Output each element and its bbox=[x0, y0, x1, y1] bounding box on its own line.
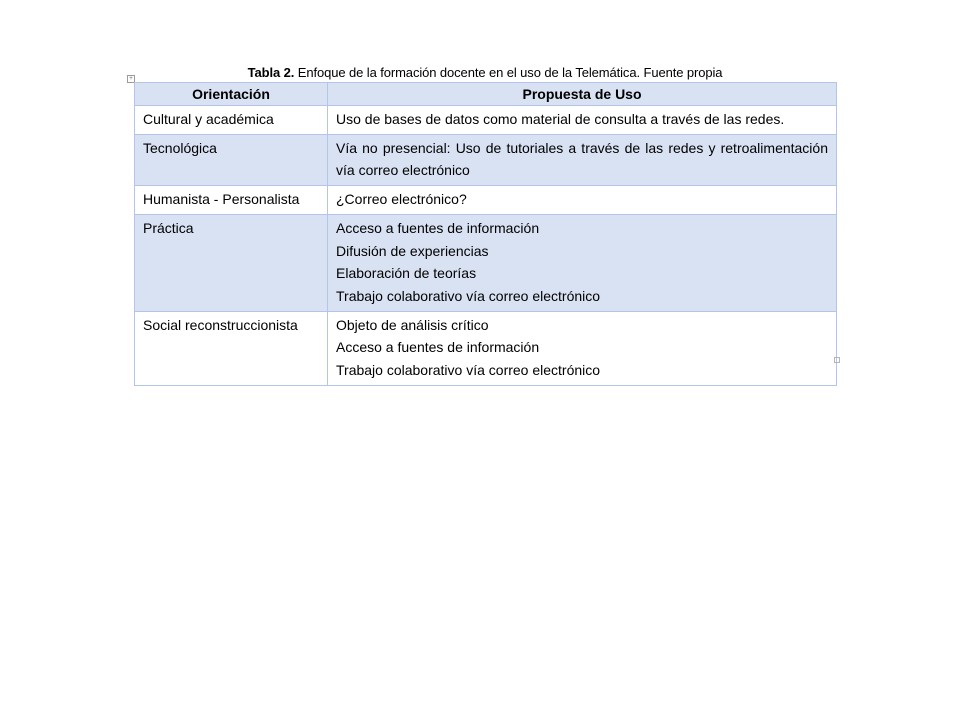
table-row bbox=[135, 106, 837, 135]
caption-text: Enfoque de la formación docente en el uso de la Telemática. Fuente propia bbox=[297, 65, 723, 80]
table-row bbox=[135, 311, 837, 385]
move-handle-icon[interactable]: + bbox=[127, 75, 135, 83]
orientation-cell: Social reconstruccionista bbox=[135, 311, 328, 385]
proposal-line: Uso de bases de datos como material de consulta a través de las redes. bbox=[336, 111, 785, 127]
header-proposal: Propuesta de Uso bbox=[328, 83, 837, 106]
table-row bbox=[135, 186, 837, 215]
table-header-row bbox=[135, 83, 837, 106]
orientation-cell: Humanista - Personalista bbox=[135, 186, 328, 215]
proposal-line: Difusión de experiencias bbox=[336, 242, 489, 259]
proposal-line: Objeto de análisis crítico bbox=[336, 316, 489, 333]
orientation-cell: Práctica bbox=[135, 214, 328, 311]
proposal-line: ¿Correo electrónico? bbox=[336, 191, 467, 208]
caption-lead: Tabla 2. bbox=[247, 65, 295, 80]
table-row bbox=[135, 134, 837, 185]
proposal-cell bbox=[328, 311, 837, 385]
proposal-line: Acceso a fuentes de información bbox=[336, 219, 540, 236]
proposal-line: Acceso a fuentes de información bbox=[336, 339, 540, 356]
proposal-line: Elaboración de teorías bbox=[336, 265, 477, 282]
proposal-line: Vía no presencial: Uso de tutoriales a través de las redes y retroalimentación vía correo electrónico bbox=[336, 139, 828, 179]
proposal-cell bbox=[328, 106, 837, 135]
proposal-line: Trabajo colaborativo vía correo electrónico bbox=[336, 287, 601, 304]
orientation-cell: Cultural y académica bbox=[135, 106, 328, 135]
proposal-line: Trabajo colaborativo vía correo electrónico bbox=[336, 362, 601, 379]
proposal-cell bbox=[328, 134, 837, 185]
orientation-table bbox=[134, 82, 837, 386]
orientation-cell: Tecnológica bbox=[135, 134, 328, 185]
proposal-cell bbox=[328, 186, 837, 215]
header-orientation: Orientación bbox=[135, 83, 328, 106]
resize-handle-icon[interactable] bbox=[834, 357, 840, 363]
table-row bbox=[135, 214, 837, 311]
table-caption bbox=[0, 64, 960, 82]
proposal-cell bbox=[328, 214, 837, 311]
